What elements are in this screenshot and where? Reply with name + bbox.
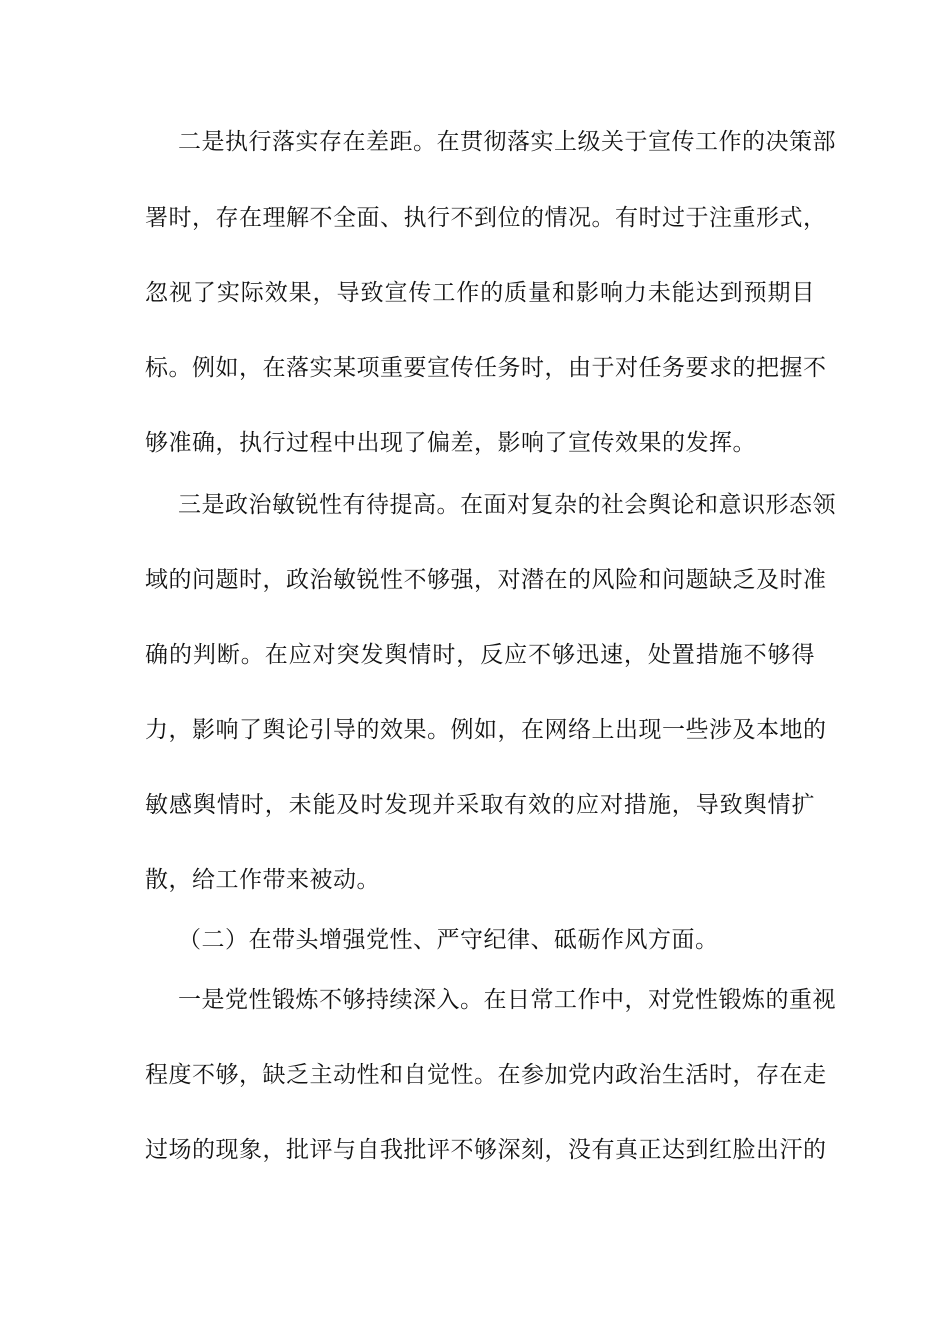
paragraph-line: 够准确，执行过程中出现了偏差，影响了宣传效果的发挥。 <box>145 430 756 456</box>
paragraph-line: 确的判断。在应对突发舆情时，反应不够迅速，处置措施不够得 <box>145 642 815 668</box>
paragraph-line: 署时，存在理解不全面、执行不到位的情况。有时过于注重形式， <box>145 205 827 231</box>
paragraph-line: 散，给工作带来被动。 <box>145 867 380 893</box>
paragraph-line: 忽视了实际效果，导致宣传工作的质量和影响力未能达到预期目 <box>145 280 815 306</box>
section-heading: （二）在带头增强党性、严守纪律、砥砺作风方面。 <box>178 927 719 953</box>
paragraph-line: 三是政治敏锐性有待提高。在面对复杂的社会舆论和意识形态领 <box>178 492 836 518</box>
paragraph-line: 过场的现象，批评与自我批评不够深刻，没有真正达到红脸出汗的 <box>145 1137 827 1163</box>
paragraph-line: 力，影响了舆论引导的效果。例如，在网络上出现一些涉及本地的 <box>145 717 827 743</box>
paragraph-line: 二是执行落实存在差距。在贯彻落实上级关于宣传工作的决策部 <box>178 129 836 155</box>
paragraph-line: 域的问题时，政治敏锐性不够强，对潜在的风险和问题缺乏及时准 <box>145 567 827 593</box>
paragraph-line: 程度不够，缺乏主动性和自觉性。在参加党内政治生活时，存在走 <box>145 1062 827 1088</box>
paragraph-line: 一是党性锻炼不够持续深入。在日常工作中，对党性锻炼的重视 <box>178 987 836 1013</box>
paragraph-line: 标。例如，在落实某项重要宣传任务时，由于对任务要求的把握不 <box>145 355 827 381</box>
paragraph-line: 敏感舆情时，未能及时发现并采取有效的应对措施，导致舆情扩 <box>145 792 815 818</box>
